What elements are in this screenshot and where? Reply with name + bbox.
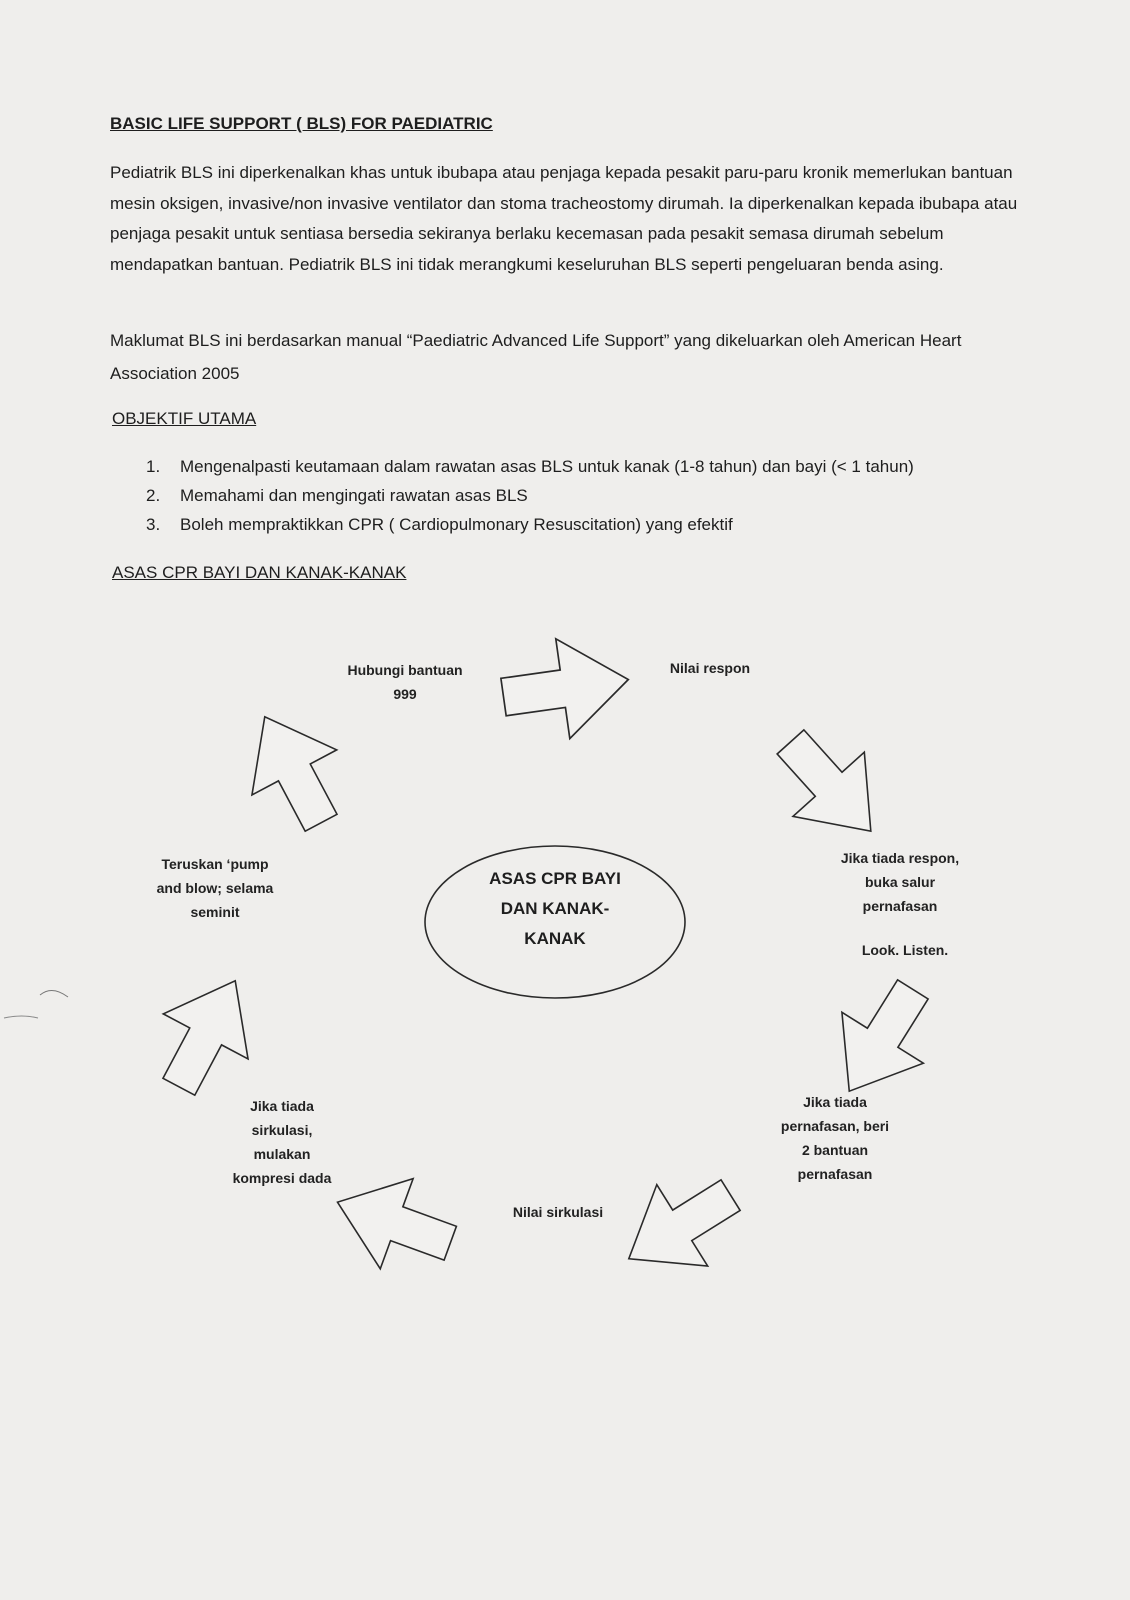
step-assess-circulation: Nilai sirkulasi — [512, 1204, 604, 1220]
step-open-airway: Jika tiada respon, buka salur pernafasan — [840, 850, 960, 914]
list-item: 1. Mengenalpasti keutamaan dalam rawatan asas BLS untuk kanak (1-8 tahun) dan bayi (< 1 tahun) — [146, 457, 914, 476]
arrow-icon-lower-right — [603, 1154, 756, 1299]
step-rescue-breaths: Jika tiada pernafasan, beri 2 bantuan pernafasan — [780, 1094, 890, 1182]
intro-paragraph: Pediatrik BLS ini diperkenalkan khas untuk ibubapa atau penjaga kepada pesakit paru-paru kronik memerlukan bantuan mesin oksigen, invasive/non invasive ventilator dan stoma tracheostomy dirumah. Ia diperkenalkan kepada ibubapa atau penjaga pesakit untuk sentiasa bersedia sekiranya berlaku kecemasan pada pesakit semasa dirumah sebelum mendapatkan bantuan. Pediatrik BLS ini tidak merangkumi keseluruhan BLS seperti pengeluaran benda asing. — [110, 163, 1018, 274]
step-look-listen: Look. Listen. — [861, 942, 949, 958]
arrow-icon-upper-left — [222, 694, 363, 845]
cpr-heading: ASAS CPR BAYI DAN KANAK-KANAK — [112, 563, 407, 582]
cpr-cycle-diagram — [0, 600, 1130, 1320]
step-call-help: Hubungi bantuan 999 — [347, 662, 463, 702]
step-assess-response: Nilai respon — [669, 660, 751, 676]
arrow-icon-top — [497, 630, 636, 747]
objectives-heading: OBJEKTIF UTAMA — [112, 409, 257, 428]
list-item: 2. Memahami dan mengingati rawatan asas BLS — [146, 486, 528, 505]
document-title: BASIC LIFE SUPPORT ( BLS) FOR PAEDIATRIC — [110, 114, 493, 133]
list-item: 3. Boleh mempraktikkan CPR ( Cardiopulmonary Resuscitation) yang efektif — [146, 515, 733, 534]
source-paragraph: Maklumat BLS ini berdasarkan manual “Paediatric Advanced Life Support” yang dikeluarkan oleh American Heart Association 2005 — [110, 331, 962, 383]
arrow-icon-left — [137, 958, 278, 1109]
cycle-center-title: ASAS CPR BAYI DAN KANAK- KANAK — [489, 869, 621, 948]
objectives-list — [146, 452, 914, 539]
step-compressions: Jika tiada sirkulasi, mulakan kompresi dada — [232, 1098, 332, 1186]
step-pump-blow: Teruskan ‘pump and blow; selama seminit — [156, 856, 274, 920]
arrow-icon-upper-right — [755, 710, 907, 863]
